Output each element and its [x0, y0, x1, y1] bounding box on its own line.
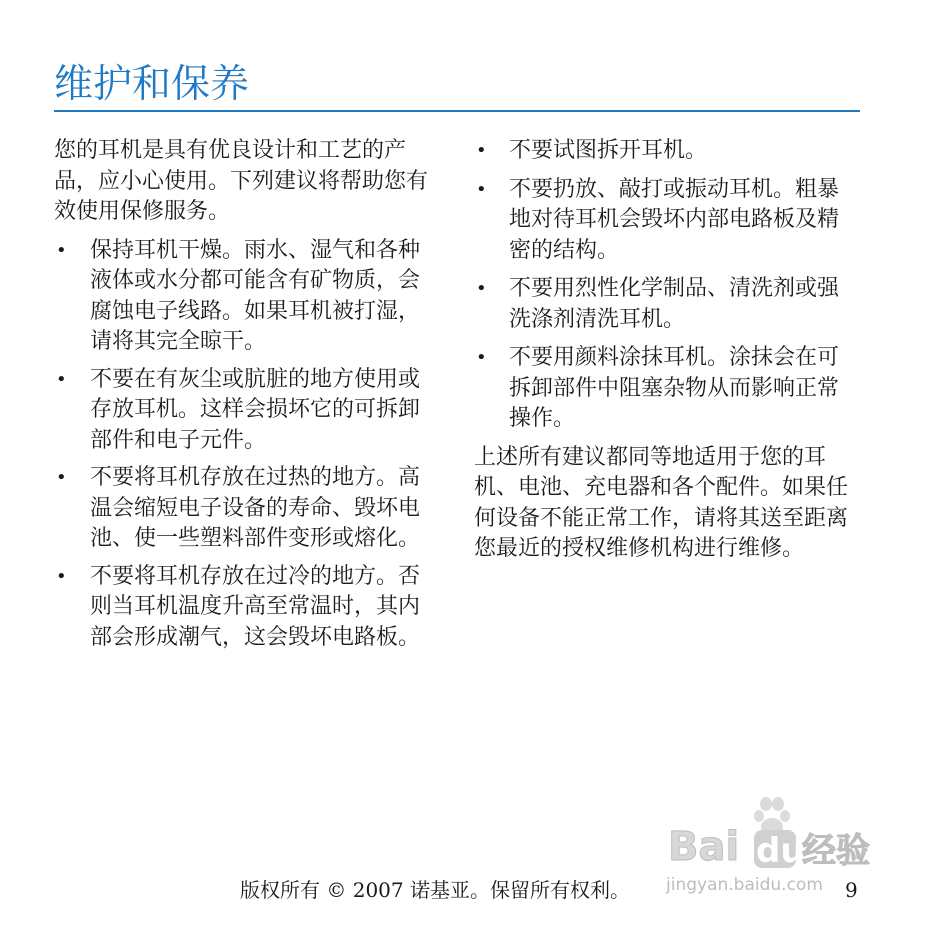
list-item-text: 不要用颜料涂抹耳机。涂抹会在可拆卸部件中阻塞杂物从而影响正常操作。 — [509, 345, 840, 431]
bullet-icon: • — [476, 278, 487, 299]
svg-text:jingyan.baidu.com: jingyan.baidu.com — [666, 875, 823, 895]
list-item-text: 不要试图拆开耳机。 — [509, 138, 708, 163]
bullet-icon: • — [476, 347, 487, 368]
list-item-text: 不要将耳机存放在过热的地方。高温会缩短电子设备的寿命、毁坏电池、使一些塑料部件变形或熔化。 — [90, 465, 421, 551]
list-item — [54, 562, 430, 654]
list-item-text: 不要用烈性化学制品、清洗剂或强洗涤剂清洗耳机。 — [509, 276, 840, 332]
list-item — [54, 236, 430, 358]
bullet-icon: • — [56, 565, 67, 587]
list-item — [474, 136, 860, 167]
care-list-left — [54, 236, 430, 654]
list-item — [54, 365, 430, 457]
left-column — [54, 136, 430, 660]
svg-text:经验: 经验 — [802, 831, 870, 871]
svg-text:du: du — [756, 831, 805, 871]
right-column — [474, 136, 860, 573]
list-item-text: 不要在有灰尘或肮脏的地方使用或存放耳机。这样会损坏它的可拆卸部件和电子元件。 — [90, 366, 421, 453]
care-list-right — [474, 136, 860, 435]
list-item-text: 不要扔放、敲打或振动耳机。粗暴地对待耳机会毁坏内部电路板及精密的结构。 — [509, 176, 840, 263]
bullet-icon: • — [56, 239, 67, 261]
outro-paragraph: 上述所有建议都同等地适用于您的耳机、电池、充电器和各个配件。如果任何设备不能正常工作，请将其送至距离您最近的授权维修机构进行维修。 — [474, 444, 849, 561]
bullet-icon: • — [56, 467, 67, 488]
page-number: 9 — [845, 878, 858, 902]
page-title: 维护和保养 — [54, 62, 250, 107]
intro-paragraph: 您的耳机是具有优良设计和工艺的产品，应小心使用。下列建议将帮助您有效使用保修服务。 — [54, 138, 429, 224]
list-item-text: 不要将耳机存放在过冷的地方。否则当耳机温度升高至常温时，其内部会形成潮气，这会毁坏电路板。 — [90, 563, 421, 650]
title-divider — [54, 110, 860, 112]
svg-text:Bai: Bai — [668, 824, 740, 870]
bullet-icon: • — [476, 178, 487, 200]
copyright-footer: 版权所有 © 2007 诺基亚。保留所有权利。 — [240, 878, 630, 902]
bullet-icon: • — [476, 140, 487, 161]
list-item — [474, 274, 860, 335]
list-item — [474, 343, 860, 435]
list-item — [54, 463, 430, 555]
bullet-icon: • — [56, 368, 67, 390]
list-item-text: 保持耳机干燥。雨水、湿气和各种液体或水分都可能含有矿物质，会腐蚀电子线路。如果耳机被打湿，请将其完全晾干。 — [90, 237, 421, 354]
list-item — [474, 175, 860, 267]
